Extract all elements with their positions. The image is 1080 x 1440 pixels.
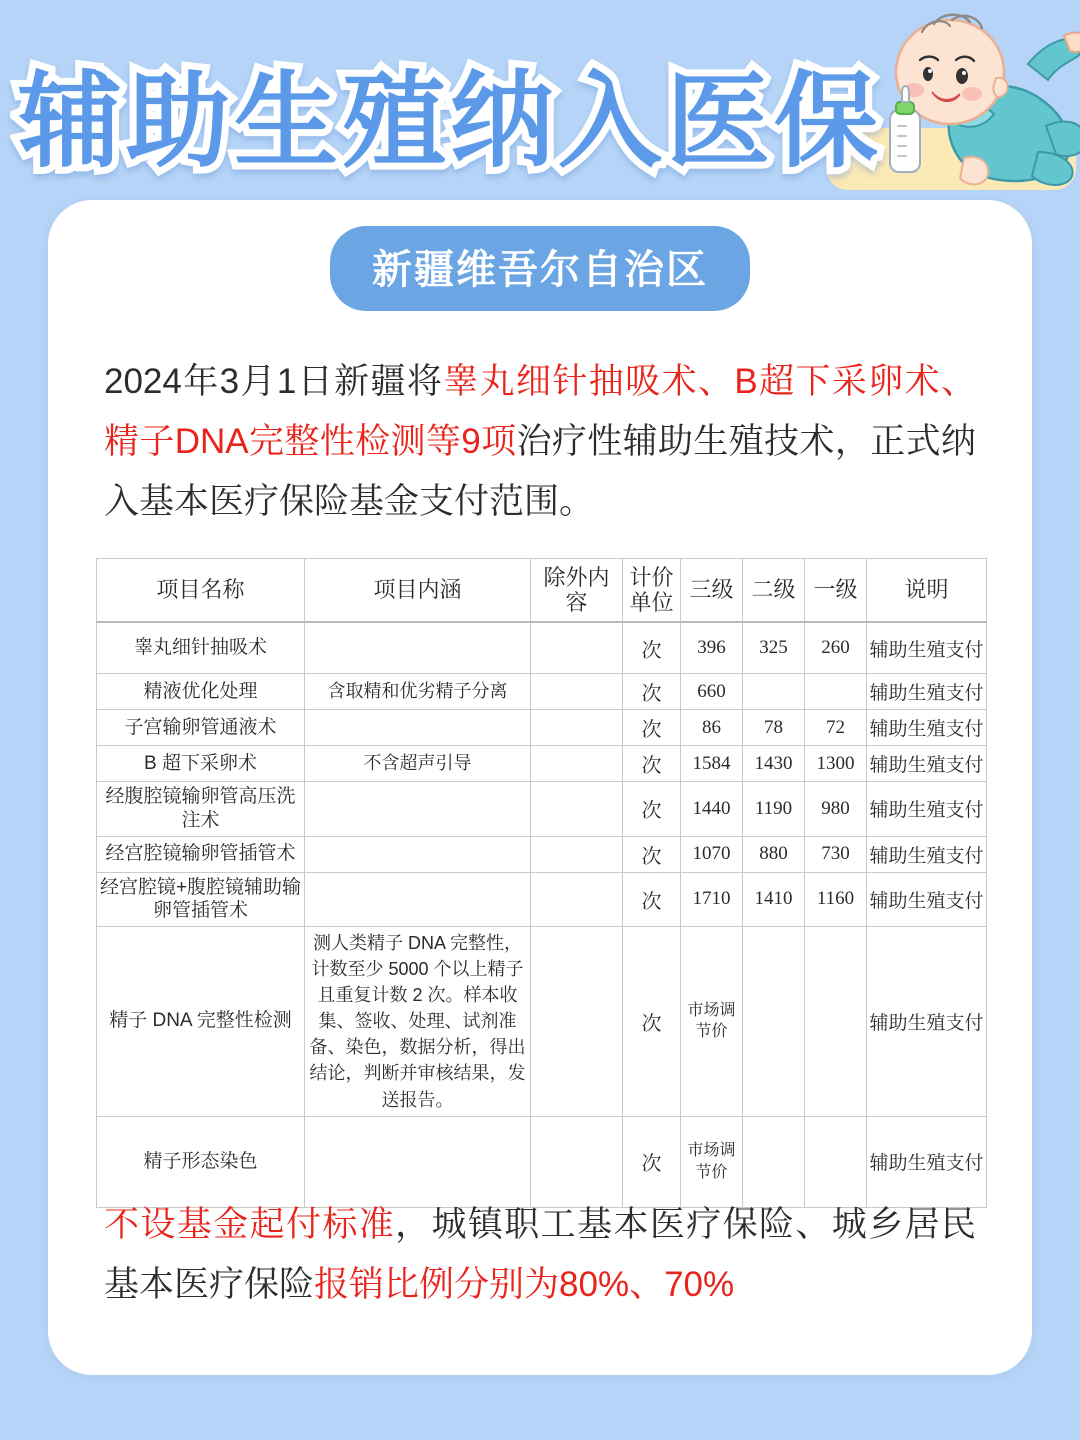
cell-item-content [305, 710, 531, 746]
cell-exclusion [531, 872, 623, 927]
table-row [97, 1116, 987, 1207]
table-row [97, 746, 987, 782]
header-note: 说明 [867, 559, 987, 623]
cell-exclusion [531, 927, 623, 1117]
cell-exclusion [531, 674, 623, 710]
cell-unit: 次 [623, 872, 681, 927]
table-row [97, 782, 987, 837]
cell-exclusion [531, 836, 623, 872]
cell-level-2: 880 [743, 836, 805, 872]
cell-level-1: 1160 [805, 872, 867, 927]
table-row [97, 836, 987, 872]
cell-note: 辅助生殖支付 [867, 836, 987, 872]
cell-level-1 [805, 1116, 867, 1207]
banner-title-wrap [0, 42, 900, 182]
cell-item-content [305, 782, 531, 837]
pricing-table [96, 558, 987, 1208]
cell-note: 辅助生殖支付 [867, 927, 987, 1117]
intro-segment-1: 2024年3月1日新疆将 [104, 362, 444, 401]
cell-item-content: 不含超声引导 [305, 746, 531, 782]
cell-unit: 次 [623, 927, 681, 1117]
summary-highlight-2: 报销比例分别为80%、70% [314, 1265, 735, 1305]
cell-exclusion [531, 622, 623, 674]
table-row [97, 622, 987, 674]
cell-note: 辅助生殖支付 [867, 1116, 987, 1207]
cell-level-1: 730 [805, 836, 867, 872]
cell-item-content: 测人类精子 DNA 完整性，计数至少 5000 个以上精子且重复计数 2 次。样本收集、签收、处理、试剂准备、染色，数据分析，得出结论，判断并审核结果，发送报告。 [305, 927, 531, 1117]
cell-level-2 [743, 927, 805, 1117]
baby-illustration [878, 6, 1080, 196]
cell-item-content [305, 872, 531, 927]
region-badge-row [48, 226, 1032, 311]
cell-unit: 次 [623, 746, 681, 782]
cell-exclusion [531, 782, 623, 837]
cell-level-3: 市场调节价 [681, 1116, 743, 1207]
cell-item-name: 经宫腔镜输卵管插管术 [97, 836, 305, 872]
cell-level-2: 325 [743, 622, 805, 674]
cell-level-1: 260 [805, 622, 867, 674]
cell-level-2 [743, 1116, 805, 1207]
cell-unit: 次 [623, 674, 681, 710]
content-card [48, 200, 1032, 1375]
cell-level-2 [743, 674, 805, 710]
header-unit: 计价单位 [623, 559, 681, 623]
cell-level-1: 72 [805, 710, 867, 746]
cell-level-3: 市场调节价 [681, 927, 743, 1117]
cell-note: 辅助生殖支付 [867, 872, 987, 927]
cell-item-content [305, 1116, 531, 1207]
cell-item-name: 精液优化处理 [97, 674, 305, 710]
cell-level-3: 1070 [681, 836, 743, 872]
cell-item-name: 睾丸细针抽吸术 [97, 622, 305, 674]
cell-note: 辅助生殖支付 [867, 622, 987, 674]
cell-note: 辅助生殖支付 [867, 710, 987, 746]
cell-level-3: 660 [681, 674, 743, 710]
header-level-3: 三级 [681, 559, 743, 623]
cell-item-name: B 超下采卵术 [97, 746, 305, 782]
table-row [97, 674, 987, 710]
page-header [0, 0, 1080, 200]
cell-item-content: 含取精和优劣精子分离 [305, 674, 531, 710]
cell-unit: 次 [623, 1116, 681, 1207]
cell-unit: 次 [623, 622, 681, 674]
region-badge: 新疆维吾尔自治区 [330, 226, 750, 311]
cell-level-1: 980 [805, 782, 867, 837]
header-item-content: 项目内涵 [305, 559, 531, 623]
cell-unit: 次 [623, 836, 681, 872]
cell-exclusion [531, 710, 623, 746]
intro-segment-3: 治疗性辅助生殖技术，正式纳入基本医疗保险基金支付范围。 [104, 422, 976, 522]
cell-level-3: 1584 [681, 746, 743, 782]
cell-level-3: 1710 [681, 872, 743, 927]
cell-level-3: 396 [681, 622, 743, 674]
intro-paragraph [104, 352, 976, 533]
cell-exclusion [531, 1116, 623, 1207]
table-row [97, 927, 987, 1117]
cell-level-2: 1410 [743, 872, 805, 927]
cell-level-1 [805, 674, 867, 710]
summary-segment-2: ，城镇职工基本医疗保险、城乡居民基本医疗保险 [104, 1205, 976, 1305]
cell-item-name: 经腹腔镜输卵管高压洗注术 [97, 782, 305, 837]
header-level-2: 二级 [743, 559, 805, 623]
cell-note: 辅助生殖支付 [867, 746, 987, 782]
header-level-1: 一级 [805, 559, 867, 623]
table-row [97, 872, 987, 927]
cell-item-content [305, 622, 531, 674]
cell-exclusion [531, 746, 623, 782]
intro-segment-highlight: 睾丸细针抽吸术、B超下采卵术、精子DNA完整性检测等9项 [104, 362, 976, 462]
cell-item-name: 子宫输卵管通液术 [97, 710, 305, 746]
header-exclusion: 除外内容 [531, 559, 623, 623]
cell-item-name: 精子形态染色 [97, 1116, 305, 1207]
header-item-name: 项目名称 [97, 559, 305, 623]
cell-note: 辅助生殖支付 [867, 782, 987, 837]
cell-item-name: 精子 DNA 完整性检测 [97, 927, 305, 1117]
cell-level-2: 1430 [743, 746, 805, 782]
banner-title: 辅助生殖纳入医保 [17, 64, 882, 180]
pricing-table-wrap [96, 558, 986, 1208]
summary-paragraph [104, 1195, 976, 1315]
table-header-row [97, 559, 987, 623]
cell-unit: 次 [623, 710, 681, 746]
table-row [97, 710, 987, 746]
cell-item-content [305, 836, 531, 872]
cell-level-3: 1440 [681, 782, 743, 837]
cell-level-2: 78 [743, 710, 805, 746]
cell-level-2: 1190 [743, 782, 805, 837]
cell-note: 辅助生殖支付 [867, 674, 987, 710]
cell-level-1 [805, 927, 867, 1117]
cell-unit: 次 [623, 782, 681, 837]
cell-item-name: 经宫腔镜+腹腔镜辅助输卵管插管术 [97, 872, 305, 927]
cell-level-1: 1300 [805, 746, 867, 782]
summary-highlight-1: 不设基金起付标准 [104, 1205, 396, 1244]
cell-level-3: 86 [681, 710, 743, 746]
